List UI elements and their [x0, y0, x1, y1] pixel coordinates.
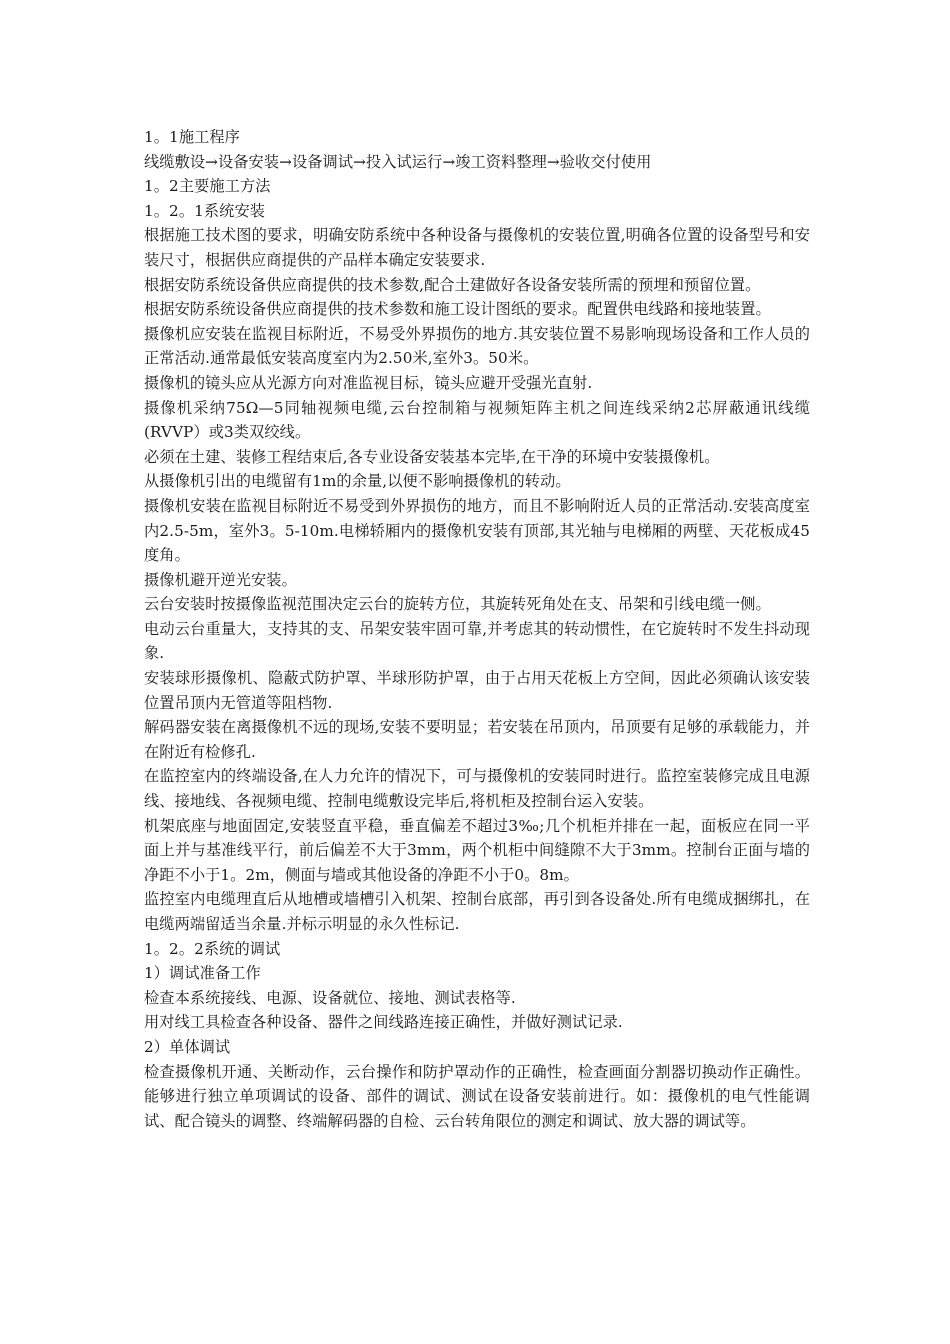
paragraph: 检查摄像机开通、关断动作，云台操作和防护罩动作的正确性，检查画面分割器切换动作正确性。能够进行独立单项调试的设备、部件的调试、测试在设备安装前进行。如：摄像机的电气性能调试、配合镜头的调整、终端解码器的自检、云台转角限位的测定和调试、放大器的调试等。: [144, 1062, 810, 1130]
heading-main-methods: 1。2主要施工方法: [144, 177, 271, 196]
paragraph: 监控室内电缆理直后从地槽或墙槽引入机架、控制台底部，再引到各设备处.所有电缆成捆绑扎，在电缆两端留适当余量.并标示明显的永久性标记.: [144, 890, 810, 933]
paragraph: 摄像机避开逆光安装。: [144, 570, 297, 589]
paragraph: 必须在土建、装修工程结束后,各专业设备安装基本完毕,在干净的环境中安装摄像机。: [144, 447, 720, 466]
paragraph: 摄像机安装在监视目标附近不易受到外界损伤的地方，而且不影响附近人员的正常活动.安装高度室内2.5-5m，室外3。5-10m.电梯轿厢内的摄像机安装有顶部,其光轴与电梯厢的两壁、天花板成45度角。: [144, 496, 810, 565]
paragraph: 检查本系统接线、电源、设备就位、接地、测试表格等.: [144, 988, 516, 1007]
heading-construction-procedure: 1。1施工程序: [144, 128, 240, 146]
heading-system-installation: 1。2。1系统安装: [144, 201, 266, 220]
paragraph: 根据安防系统设备供应商提供的技术参数,配合土建做好各设备安装所需的预埋和预留位置。: [144, 275, 761, 294]
paragraph: 安装球形摄像机、隐蔽式防护罩、半球形防护罩，由于占用天花板上方空间，因此必须确认该安装位置吊顶内无管道等阻档物.: [144, 669, 810, 712]
paragraph: 摄像机的镜头应从光源方向对准监视目标，镜头应避开受强光直射.: [144, 373, 593, 392]
paragraph: 用对线工具检查各种设备、器件之间线路连接正确性，并做好测试记录.: [144, 1013, 623, 1032]
heading-system-debugging: 1。2。2系统的调试: [144, 939, 281, 958]
paragraph: 在监控室内的终端设备,在人力允许的情况下，可与摄像机的安装同时进行。监控室装修完成且电源线、接地线、各视频电缆、控制电缆敷设完毕后,将机柜及控制台运入安装。: [144, 767, 810, 811]
procedure-flow: 线缆敷设→设备安装→设备调试→投入试运行→竣工资料整理→验收交付使用: [144, 152, 652, 171]
paragraph: 摄像机应安装在监视目标附近，不易受外界损伤的地方.其安装位置不易影响现场设备和工作人员的正常活动.通常最低安装高度室内为2.50米,室外3。50米。: [144, 324, 810, 368]
paragraph: 摄像机采纳75Ω—5同轴视频电缆,云台控制箱与视频矩阵主机之间连线采纳2芯屏蔽通讯线缆(RVVP）或3类双绞线。: [144, 398, 810, 442]
heading-unit-debugging: 2）单体调试: [144, 1037, 231, 1056]
paragraph: 云台安装时按摄像监视范围决定云台的旋转方位，其旋转死角处在支、吊架和引线电缆一侧。: [144, 595, 771, 614]
paragraph: 根据安防系统设备供应商提供的技术参数和施工设计图纸的要求。配置供电线路和接地装置。: [144, 300, 771, 319]
paragraph: 根据施工技术图的要求，明确安防系统中各种设备与摄像机的安装位置,明确各位置的设备型号和安装尺寸，根据供应商提供的产品样本确定安装要求.: [144, 226, 810, 269]
paragraph: 机架底座与地面固定,安装竖直平稳，垂直偏差不超过3‰;几个机柜并排在一起，面板应在同一平面上并与基准线平行，前后偏差不大于3mm，两个机柜中间缝隙不大于3mm。控制台正面与墙的净距不小于1。2m，侧面与墙或其他设备的净距不小于0。8m。: [144, 816, 810, 884]
document-body: [144, 125, 810, 1133]
paragraph: 解码器安装在离摄像机不远的现场,安装不要明显；若安装在吊顶内，吊顶要有足够的承载能力，并在附近有检修孔.: [144, 718, 810, 761]
heading-debug-preparation: 1）调试准备工作: [144, 964, 261, 983]
paragraph: 电动云台重量大，支持其的支、吊架安装牢固可靠,并考虑其的转动惯性，在它旋转时不发生抖动现象.: [144, 619, 810, 663]
paragraph: 从摄像机引出的电缆留有1m的余量,以便不影响摄像机的转动。: [144, 472, 571, 491]
